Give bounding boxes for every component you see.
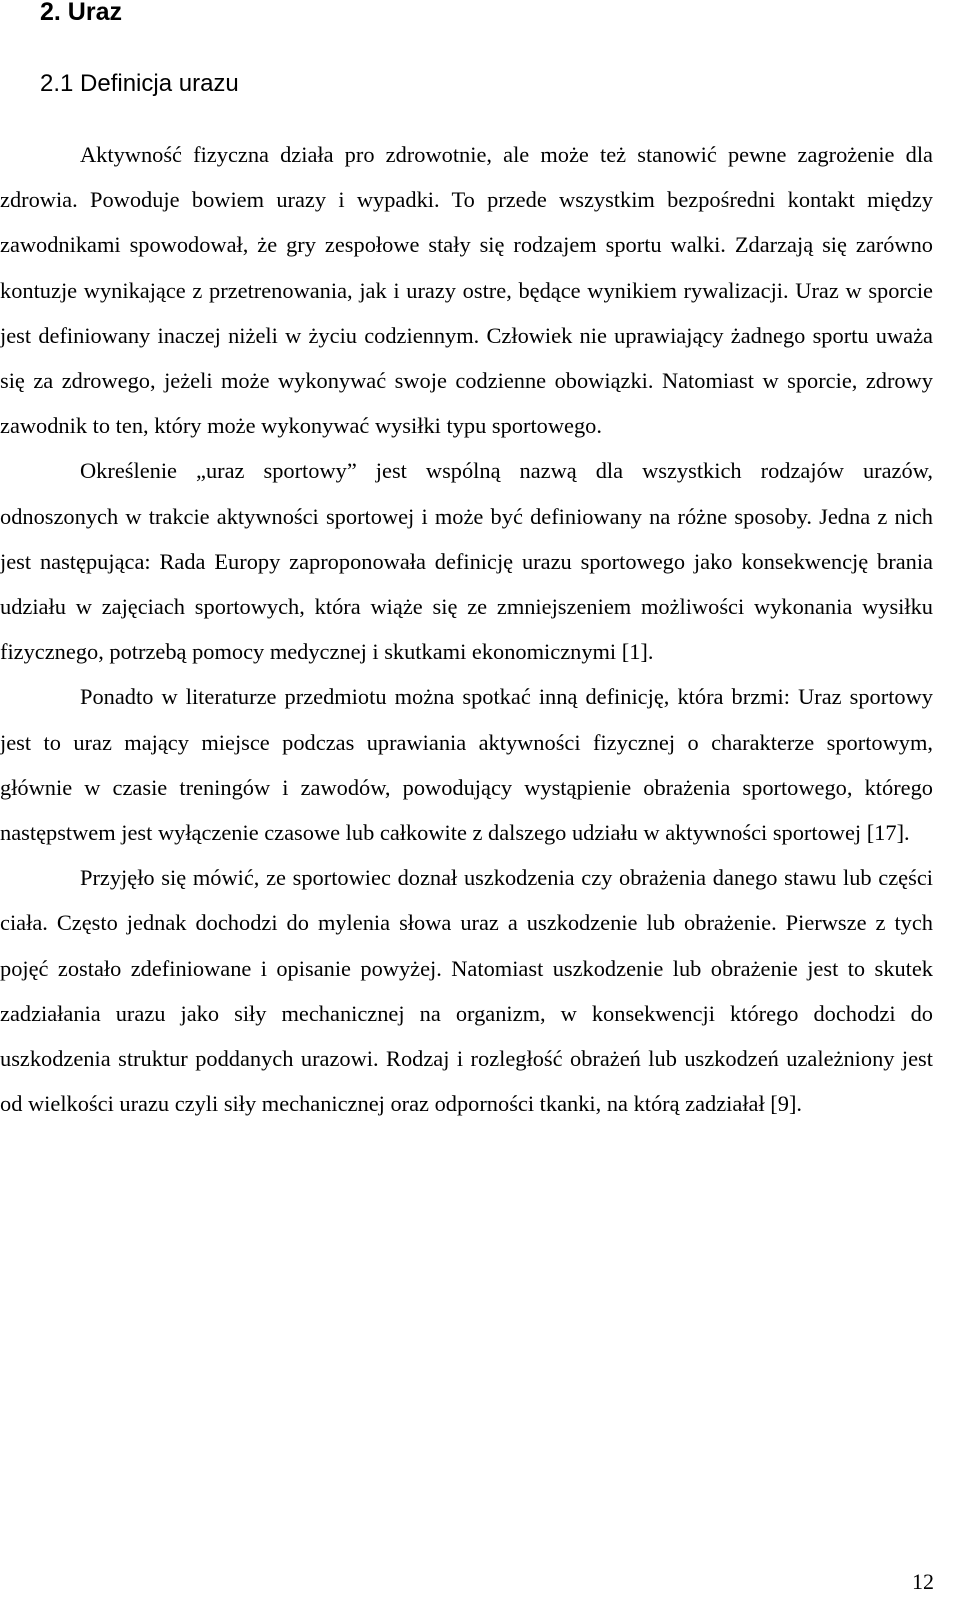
paragraph-3: Ponadto w literaturze przedmiotu można spotkać inną definicję, która brzmi: Uraz sportowy jest to uraz mający miejsce podczas uprawiania aktywności fizycznej o charakterze sportowym, głównie w czasie treningów i zawodów, powodujący wystąpienie obrażenia sportowego, którego następstwem jest wyłączenie czasowe lub całkowite z dalszego udziału w aktywności sportowej [17]. xyxy=(0,684,933,846)
page-number: 12 xyxy=(912,1569,934,1594)
paragraph-4: Przyjęło się mówić, ze sportowiec doznał uszkodzenia czy obrażenia danego stawu lub części ciała. Często jednak dochodzi do mylenia słowa uraz a uszkodzenie lub obrażenie. Pierwsze z tych pojęć zostało zdefiniowane i opisanie powyżej. Natomiast uszkodzenie lub obrażenie jest to skutek zadziałania urazu jako siły mechanicznej na organizm, w konsekwencji którego dochodzi do uszkodzenia struktur poddanych urazowi. Rodzaj i rozległość obrażeń lub uszkodzeń uzależniony jest od wielkości urazu czyli siły mechanicznej oraz odporności tkanki, na którą zadziałał [9]. xyxy=(0,865,933,1117)
paragraph-2: Określenie „uraz sportowy” jest wspólną nazwą dla wszystkich rodzajów urazów, odnoszonych w trakcie aktywności sportowej i może być definiowany na różne sposoby. Jedna z nich jest następująca: Rada Europy zaproponowała definicję urazu sportowego jako konsekwencję brania udziału w zajęciach sportowych, która wiąże się ze zmniejszeniem możliwości wykonania wysiłku fizycznego, potrzebą pomocy medycznej i skutkami ekonomicznymi [1]. xyxy=(0,458,933,665)
chapter-heading: 2. Uraz xyxy=(40,0,122,26)
paragraph-1: Aktywność fizyczna działa pro zdrowotnie, ale może też stanowić pewne zagrożenie dla zdrowia. Powoduje bowiem urazy i wypadki. To przede wszystkim bezpośredni kontakt między zawodnikami spowodował, że gry zespołowe stały się rodzajem sportu walki. Zdarzają się zarówno kontuzje wynikające z przetrenowania, jak i urazy ostre, będące wynikiem rywalizacji. Uraz w sporcie jest definiowany inaczej niżeli w życiu codziennym. Człowiek nie uprawiający żadnego sportu uważa się za zdrowego, jeżeli może wykonywać swoje codzienne obowiązki. Natomiast w sporcie, zdrowy zawodnik to ten, który może wykonywać wysiłki typu sportowego. xyxy=(0,142,933,439)
body-text xyxy=(0,132,933,1126)
section-heading: 2.1 Definicja urazu xyxy=(40,70,239,97)
